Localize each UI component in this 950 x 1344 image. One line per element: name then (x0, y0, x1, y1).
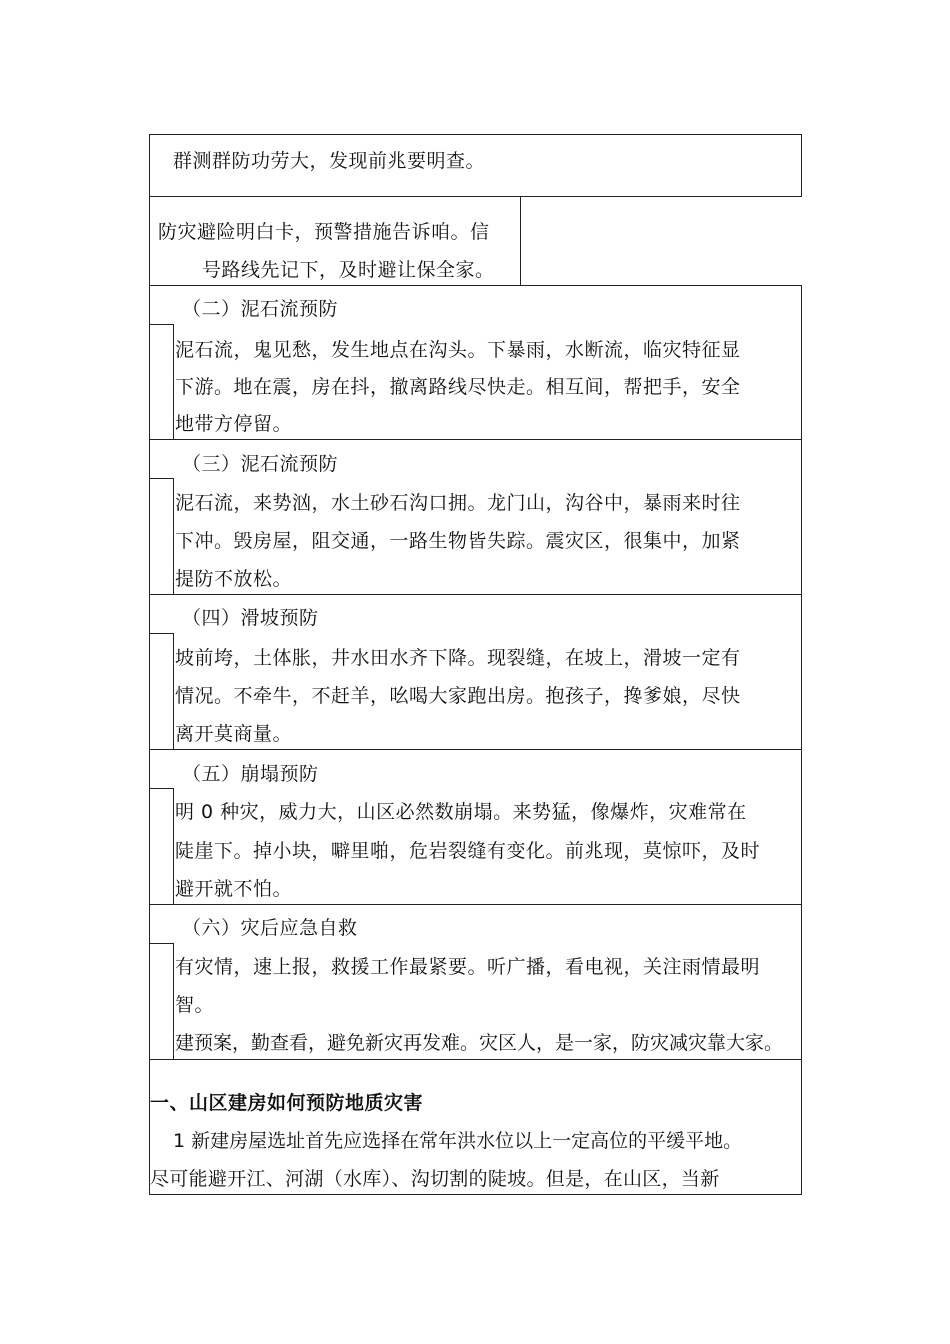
verse-line: 建预案，勤查看，避免新灾再发难。灾区人，是一家，防灾减灾靠大家。 (175, 1032, 784, 1054)
section-heading: （二）泥石流预防 (182, 298, 339, 320)
table-line (149, 633, 174, 634)
chapter-heading: 一、山区建房如何预防地质灾害 (150, 1092, 424, 1114)
table-line (149, 943, 174, 944)
table-line (173, 788, 174, 904)
verse-line: 避开就不怕。 (175, 878, 293, 900)
paragraph-line: 1 新建房屋选址首先应选择在常年洪水位以上一定高位的平缓平地。 (173, 1130, 743, 1152)
verse-line: 防灾避险明白卡，预警措施告诉咱。信 (158, 221, 490, 243)
table-line (149, 478, 174, 479)
table-line (149, 904, 802, 905)
table-line (149, 134, 150, 1194)
table-line (149, 134, 802, 135)
table-line (149, 324, 174, 325)
table-line (149, 196, 802, 197)
verse-line: 离开莫商量。 (175, 723, 293, 745)
verse-line: 明 0 种灾，威力大，山区必然数崩塌。来势猛，像爆炸，灾难常在 (175, 801, 747, 823)
table-line (173, 478, 174, 594)
table-line (149, 594, 802, 595)
verse-line: 提防不放松。 (175, 568, 293, 590)
table-line (801, 285, 802, 1194)
verse-line: 情况。不牵牛，不赶羊，吆喝大家跑出房。抱孩子，搀爹娘，尽快 (175, 685, 741, 707)
table-line (149, 1059, 802, 1060)
table-line (173, 324, 174, 439)
table-line (149, 749, 802, 750)
verse-line: 号路线先记下，及时避让保全家。 (202, 259, 495, 281)
section-heading: （六）灾后应急自救 (182, 917, 358, 939)
section-heading: （五）崩塌预防 (182, 763, 319, 785)
table-line (149, 1194, 802, 1195)
verse-line: 陡崖下。掉小块，噼里啪，危岩裂缝有变化。前兆现，莫惊吓，及时 (175, 840, 761, 862)
paragraph-line: 尽可能避开江、河湖（水库）、沟切割的陡坡。但是，在山区，当新 (150, 1168, 720, 1190)
verse-line: 智。 (175, 994, 215, 1016)
verse-line: 群测群防功劳大，发现前兆要明查。 (173, 150, 486, 172)
table-line (173, 633, 174, 749)
table-line (149, 285, 802, 286)
table-line (520, 196, 521, 285)
table-line (173, 943, 174, 1059)
verse-line: 下游。地在震，房在抖，撤离路线尽快走。相互间，帮把手，安全 (175, 376, 741, 398)
verse-line: 下冲。毁房屋，阻交通，一路生物皆失踪。震灾区，很集中，加紧 (175, 530, 741, 552)
verse-line: 地带方停留。 (175, 413, 293, 435)
verse-line: 泥石流，鬼见愁，发生地点在沟头。下暴雨，水断流，临灾特征显 (175, 339, 741, 361)
section-heading: （三）泥石流预防 (182, 453, 339, 475)
section-heading: （四）滑坡预防 (182, 607, 319, 629)
verse-line: 坡前垮，土体胀，井水田水齐下降。现裂缝，在坡上，滑坡一定有 (175, 647, 741, 669)
verse-line: 泥石流，来势汹，水土砂石沟口拥。龙门山，沟谷中，暴雨来时往 (175, 492, 741, 514)
table-line (149, 788, 174, 789)
table-line (149, 439, 802, 440)
table-line (801, 134, 802, 196)
verse-line: 有灾情，速上报，救援工作最紧要。听广播，看电视，关注雨情最明 (175, 956, 761, 978)
